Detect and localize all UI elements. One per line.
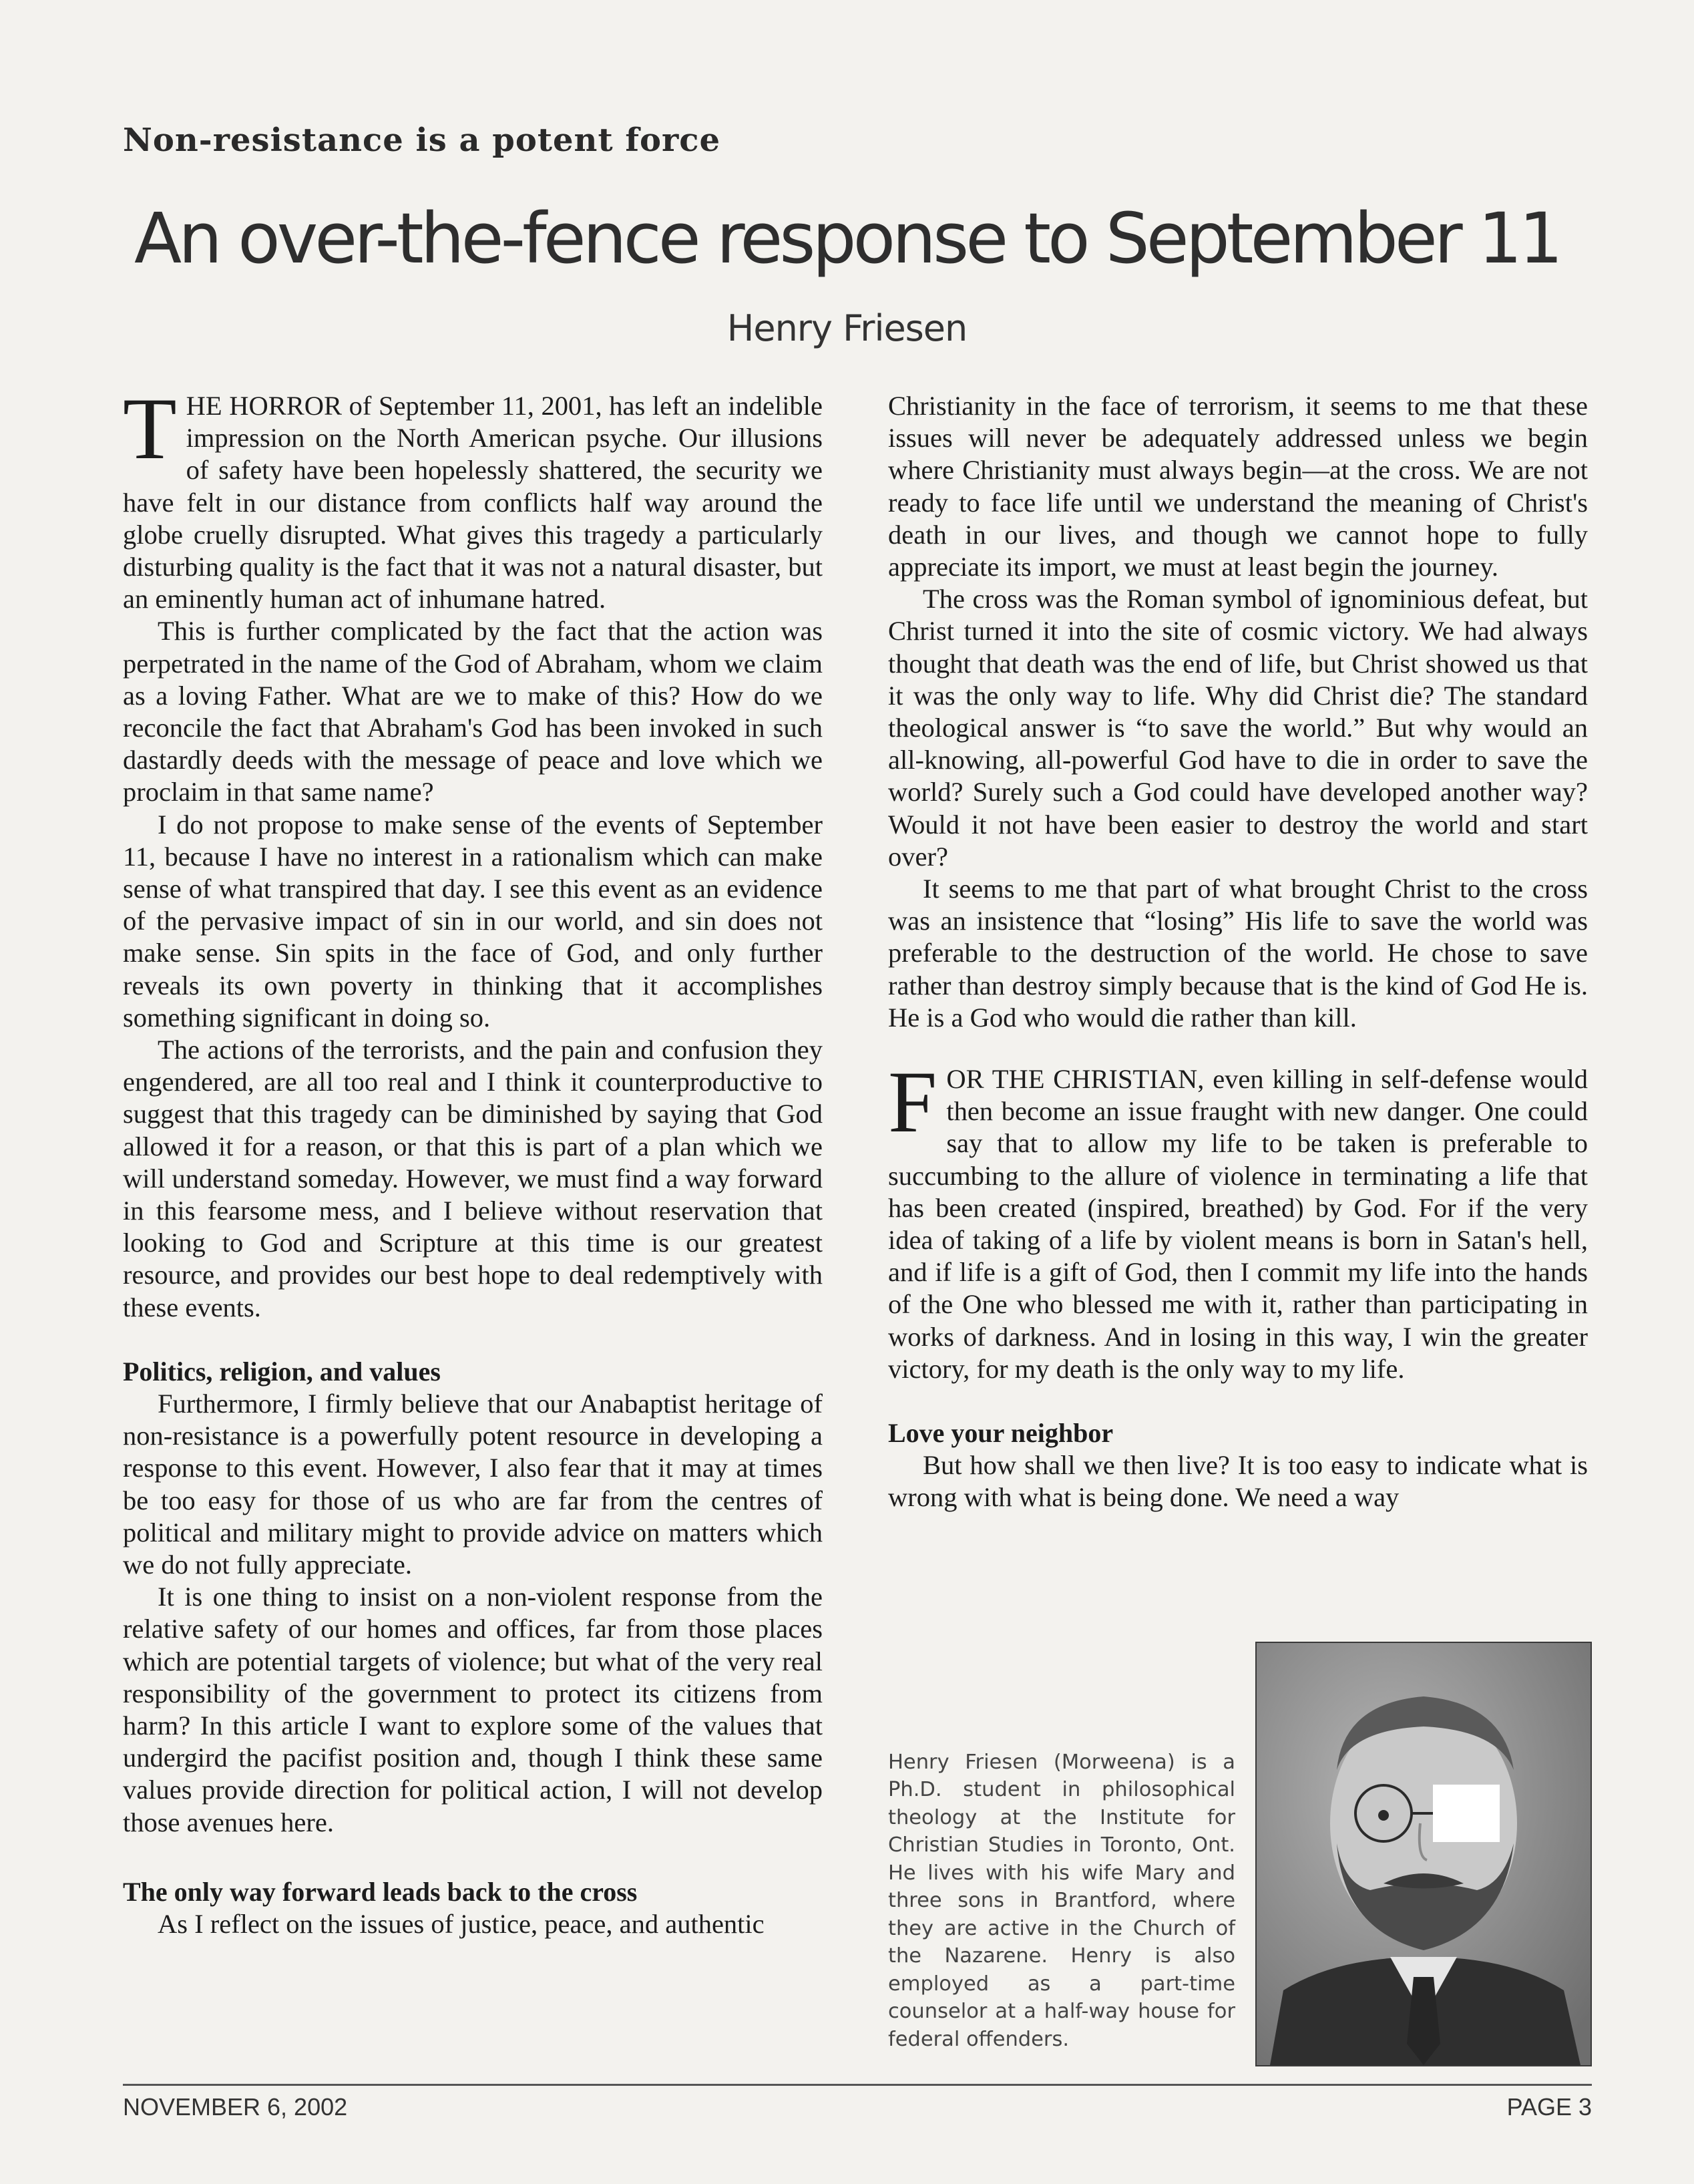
paragraph: I do not propose to make sense of the events of September 11, because I have no interest in a rationalism which can make sense of what transpired that day. I see this event as an evidence of the pervasive impact of sin in our world, and sin does not make sense. Sin spits in the face of God, and only further reveals its own poverty in thinking that it accomplishes something significant in doing so. [123,809,823,1033]
paragraph-text: OR THE CHRISTIAN, even killing in self-defense would then become an issue fraught with new danger. One could say that to allow my life to be taken is preferable to succumbing to the allure of violence in terminating a life that has been created (inspired, breathed) by God. For if the very idea of taking of a life by violent means is born in Satan's hell, and if life is a gift of God, then I commit my life into the hands of the One who blessed me with it, rather than participating in works of darkness. And in losing in this way, I win the greater victory, for my death is the only way to my life. [888,1064,1588,1384]
section-heading: The only way forward leads back to the cross [123,1876,638,1907]
section-gap [888,1034,1588,1063]
byline: Henry Friesen [726,307,968,349]
paragraph: Furthermore, I firmly believe that our Anabaptist heritage of non-resistance is a powerfully potent resource in developing a response to this event. However, I also fear that it may at times be too easy for those of us who are far from the centres of political and military might to provide advice on matters which we do not fully appreciate. [123,1388,823,1580]
paragraph: But how shall we then live? It is too easy to indicate what is wrong with what is being done. We need a way [888,1450,1588,1513]
drop-cap: T [123,390,177,478]
paragraph: The actions of the terrorists, and the pain and confusion they engendered, are all too real and I think it counterproductive to suggest that this tragedy can be diminished by saying that God allowed it for a reason, or that this is part of a plan which we will understand someday. However, we must find a way forward in this fearsome mess, and I believe without reservation that looking to God and Scripture at this time is our greatest resource, and provides our best hope to deal redemptively with these events. [123,1035,823,1322]
paragraph: It seems to me that part of what brought Christ to the cross was an insistence that “losing” His life to save the world was preferable to the destruction of the world. He chose to save rather than destroy simply because that is the kind of God He is. He is a God who would die rather than kill. [888,874,1588,1033]
portrait-illustration [1257,1643,1591,2065]
paragraph [123,390,823,615]
section-heading: Politics, religion, and values [123,1356,441,1387]
paragraph: The cross was the Roman symbol of ignominious defeat, but Christ turned it into the site of cosmic victory. We had always thought that death was the end of life, but Christ showed us that it was the only way to life. Why did Christ die? The standard theological answer is “to save the world.” But why would an all-knowing, all-powerful God have to die in order to save the world? Surely such a God could have developed another way? Would it not have been easier to destroy the world and start over? [888,584,1588,872]
kicker: Non-resistance is a potent force [123,122,721,159]
author-block [888,1642,1592,2069]
footer-date: NOVEMBER 6, 2002 [123,2093,348,2121]
headline: An over-the-fence response to September 11 [134,198,1560,279]
author-photo [1255,1642,1592,2066]
paragraph: This is further complicated by the fact that the action was perpetrated in the name of the God of Abraham, whom we claim as a loving Father. What are we to make of this? How do we reconcile the fact that Abraham's God has been invoked in such dastardly deeds with the message of peace and love which we proclaim in that same name? [123,616,823,807]
paragraph: It is one thing to insist on a non-violent response from the relative safety of our homes and offices, far from those places which are potential targets of violence; but what of the very real responsibility of the government to protect its citizens from harm? In this article I want to explore some of the values that undergird the pacifist position and, though I think these same values provide direction for political action, I will not develop those avenues here. [123,1582,823,1837]
paragraph: Christianity in the face of terrorism, it seems to me that these issues will never be adequately addressed unless we begin where Christianity must always begin—at the cross. We are not ready to face life until we understand the meaning of Christ's death in our lives, and though we cannot hope to fully appreciate its import, we must at least begin the journey. [888,391,1588,582]
footer-page-number: PAGE 3 [1506,2093,1592,2121]
paragraph-text: HE HORROR of September 11, 2001, has left an indelible impression on the North American psyche. Our illusions of safety have been hopelessly shattered, the security we have felt in our distance from conflicts half way around the globe cruelly disrupted. What gives this tragedy a particularly disturbing quality is the fact that it was not a natural disaster, but an eminently human act of inhumane hatred. [123,391,823,614]
section-heading: Love your neighbor [888,1418,1114,1449]
left-column [123,390,823,2066]
author-caption: Henry Friesen (Morweena) is a Ph.D. student in philosophical theology at the Institute for Christian Studies in Toronto, Ont. He lives with his wife Mary and three sons in Brantford, where they are active in the Church of the Nazarene. Henry is also employed as a part-time counselor at a half-way house for federal offenders. [888,1750,1235,2051]
drop-cap: F [888,1053,937,1151]
paragraph [888,1053,1588,1385]
paragraph: As I reflect on the issues of justice, peace, and authentic [158,1908,765,1939]
footer-rule [123,2084,1592,2086]
